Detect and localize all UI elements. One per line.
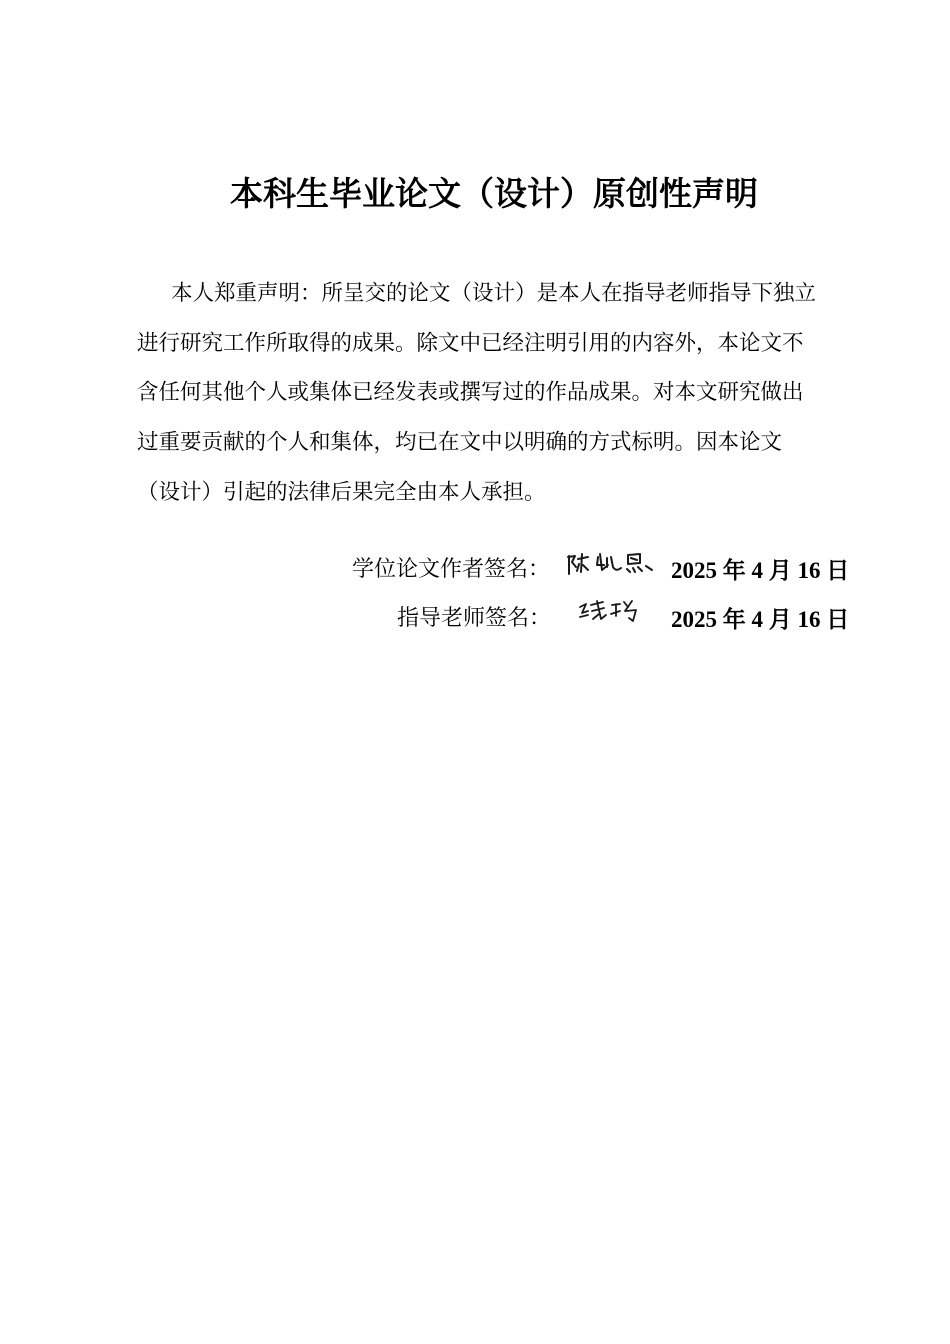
author-signature-label: 学位论文作者签名：	[352, 557, 551, 582]
paragraph-line: （设计）引起的法律后果完全由本人承担。	[137, 480, 546, 505]
advisor-signature-row	[0, 597, 950, 637]
page-title: 本科生毕业论文（设计）原创性声明	[230, 174, 758, 213]
paragraph-line: 过重要贡献的个人和集体，均已在文中以明确的方式标明。因本论文	[137, 430, 783, 455]
author-signature-row	[0, 548, 950, 588]
author-signature-date: 2025 年 4 月 16 日	[671, 558, 850, 583]
paragraph-line: 本人郑重声明：所呈交的论文（设计）是本人在指导老师指导下独立	[171, 281, 817, 306]
advisor-signature-label: 指导老师签名：	[397, 606, 552, 631]
advisor-signature-date: 2025 年 4 月 16 日	[671, 607, 850, 632]
advisor-handwritten-signature	[576, 597, 646, 627]
author-handwritten-signature	[564, 548, 660, 578]
paragraph-line: 进行研究工作所取得的成果。除文中已经注明引用的内容外，本论文不	[137, 331, 804, 356]
paragraph-line: 含任何其他个人或集体已经发表或撰写过的作品成果。对本文研究做出	[137, 380, 804, 405]
